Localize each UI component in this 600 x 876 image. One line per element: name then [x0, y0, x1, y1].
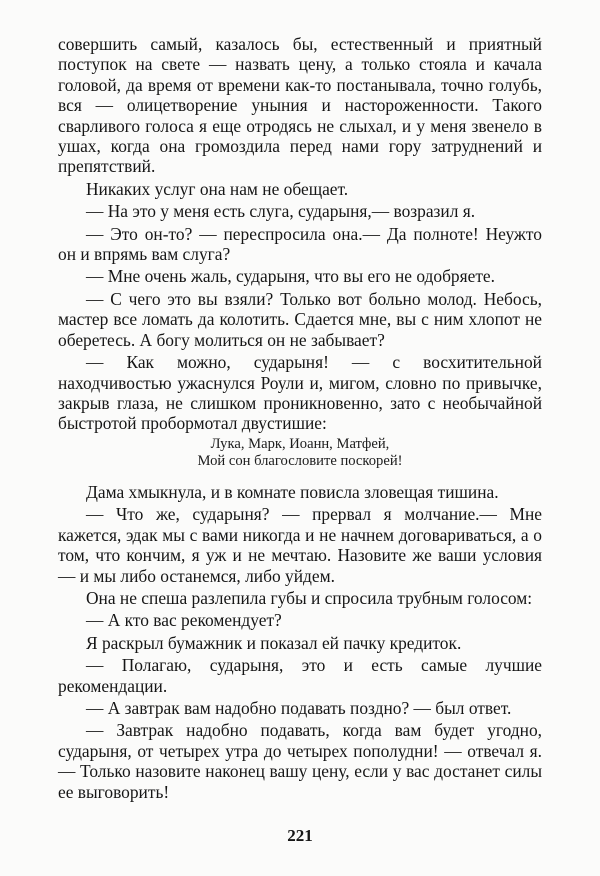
text-block-bottom — [58, 482, 542, 802]
paragraph: Дама хмыкнула, и в комнате повисла зловещая тишина. — [86, 482, 499, 502]
page-number: 221 — [287, 826, 313, 845]
paragraph: — А кто вас рекомендует? — [86, 610, 282, 631]
paragraph: — Мне очень жаль, сударыня, что вы его не одобряете. — [86, 266, 496, 287]
paragraph: — Что же, сударыня? — прервал я молчание.— Мне кажется, эдак мы с вами никогда и не начнем договариваться, а о том, что кончим, я уж и не мечтаю. Назовите же ваши условия — и мы либо останемся, либо уйдем. — [58, 504, 542, 586]
paragraph: Она не спеша разлепила губы и спросила трубным голосом: — [86, 588, 533, 609]
paragraph: — Завтрак надобно подавать, когда вам будет угодно, сударыня, от четырех утра до четырех пополудни! — отвечал я.— Только назовите наконец вашу цену, если у вас достанет силы ее выговорить! — [58, 720, 542, 802]
paragraph: Никаких услуг она нам не обещает. — [86, 178, 349, 199]
paragraph: — Полагаю, сударыня, это и есть самые лучшие рекомендации. — [58, 655, 542, 696]
poem-couplet — [58, 436, 542, 470]
poem-line: Лука, Марк, Иоанн, Матфей, — [210, 436, 390, 452]
paragraph: — А завтрак вам надобно подавать поздно? — был ответ. — [86, 698, 512, 719]
paragraph: Я раскрыл бумажник и показал ей пачку кредиток. — [86, 632, 462, 653]
paragraph: — С чего это вы взяли? Только вот больно молод. Небось, мастер все ломать да колотить. Сдается мне, вы с ним хлопот не оберетесь. А богу молиться он не забывает? — [58, 288, 542, 350]
paragraph: — Как можно, сударыня! — с восхитительной находчивостью ужаснулся Роули и, мигом, словно по привычке, закрыв глаза, не слишком проникновенно, зато с необычайной быстротой пробормотал двустишие: — [58, 352, 542, 434]
paragraph: — На это у меня есть слуга, сударыня,— возразил я. — [86, 201, 476, 222]
paragraph: совершить самый, казалось бы, естественный и приятный поступок на свете — назвать цену, а только стояла и качала головой, да время от времени как-то постанывала, точно голубь, вся — олицетворение уныния и настороженности. Такого сварливого голоса я еще отродясь не слыхал, и у меня звенело в ушах, когда она громоздила перед нами гору затруднений и препятствий. — [58, 34, 542, 177]
poem-line: Мой сон благословите поскорей! — [197, 453, 403, 469]
paragraph: — Это он-то? — переспросила она.— Да полноте! Неужто он и впрямь вам слуга? — [58, 223, 542, 265]
text-block-top — [58, 34, 542, 434]
